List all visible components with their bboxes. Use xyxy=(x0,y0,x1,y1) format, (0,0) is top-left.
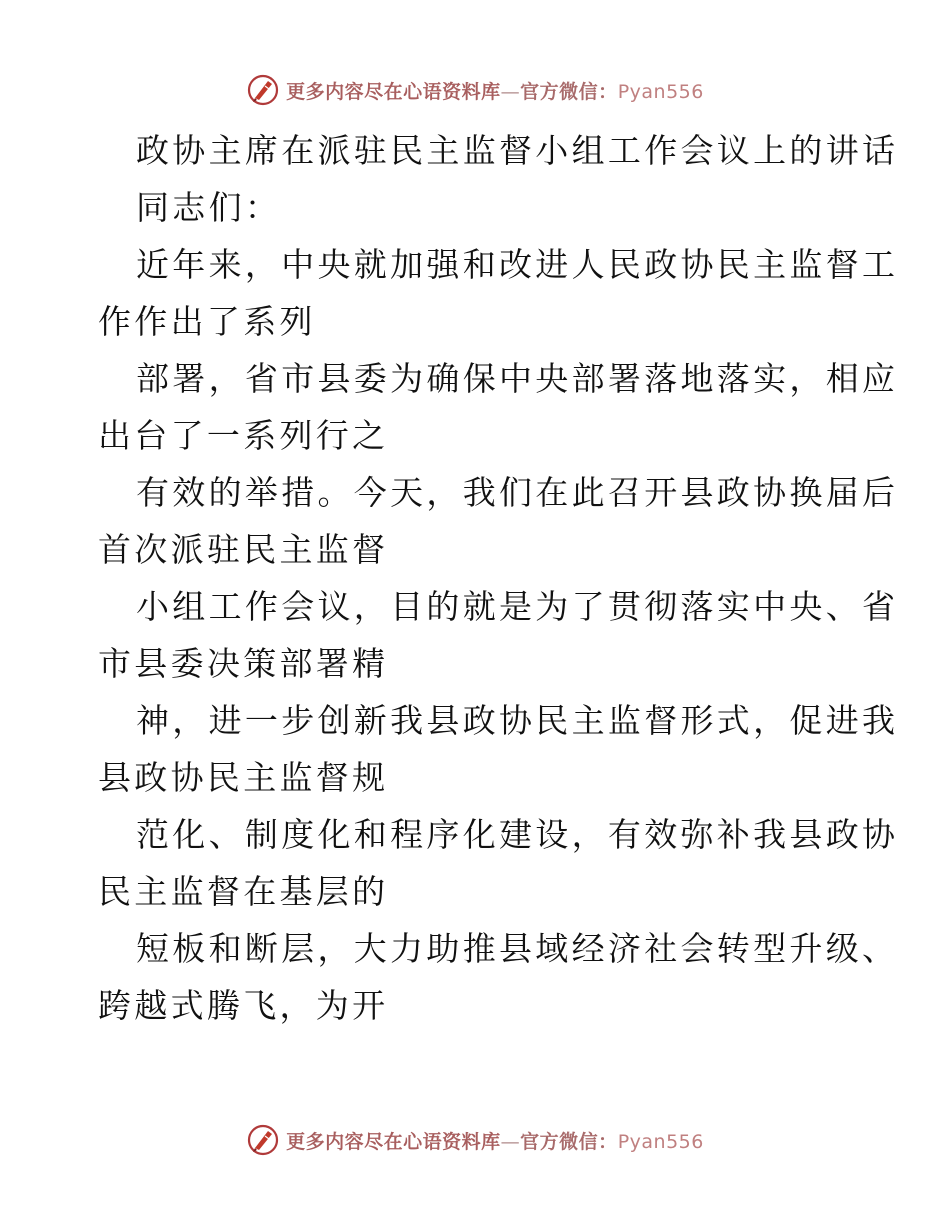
banner-wechat-label: 官方微信： xyxy=(520,80,618,103)
paragraph-line: 县政协民主监督规 xyxy=(98,758,389,797)
banner-brand: 更多内容尽在心语资料库 xyxy=(286,80,501,103)
banner-brand: 更多内容尽在心语资料库 xyxy=(286,1130,501,1153)
paragraph-line: 短板和断层，大力助推县域经济社会转型升级、 xyxy=(136,929,899,968)
paragraph-line: 作作出了系列 xyxy=(98,302,316,341)
paragraph-line: 首次派驻民主监督 xyxy=(98,530,389,569)
paragraph-line: 小组工作会议，目的就是为了贯彻落实中央、省 xyxy=(136,587,899,626)
banner-text xyxy=(286,1127,704,1154)
banner-wechat-label: 官方微信： xyxy=(520,1130,618,1153)
banner-separator: — xyxy=(500,1130,521,1153)
paragraph-line: 跨越式腾飞，为开 xyxy=(98,986,389,1025)
paragraph-line: 市县委决策部署精 xyxy=(98,644,389,683)
paragraph-line: 神，进一步创新我县政协民主监督形式，促进我 xyxy=(136,701,899,740)
paragraph-line: 同志们： xyxy=(136,188,282,227)
paragraph-line: 近年来，中央就加强和改进人民政协民主监督工 xyxy=(136,245,899,284)
paragraph-line: 民主监督在基层的 xyxy=(98,872,389,911)
banner-handle: Pyan556 xyxy=(617,80,704,103)
header-banner xyxy=(0,70,950,110)
paragraph-line: 出台了一系列行之 xyxy=(98,416,389,455)
document-body xyxy=(98,122,899,1034)
quill-pen-logo-icon xyxy=(246,1123,280,1157)
banner-handle: Pyan556 xyxy=(617,1130,704,1153)
paragraph-line: 范化、制度化和程序化建设，有效弥补我县政协 xyxy=(136,815,899,854)
banner-text xyxy=(286,77,704,104)
footer-banner xyxy=(0,1120,950,1160)
document-title: 政协主席在派驻民主监督小组工作会议上的讲话 xyxy=(136,131,899,170)
quill-pen-logo-icon xyxy=(246,73,280,107)
paragraph-line: 部署，省市县委为确保中央部署落地落实，相应 xyxy=(136,359,899,398)
paragraph-line: 有效的举措。今天，我们在此召开县政协换届后 xyxy=(136,473,899,512)
banner-separator: — xyxy=(500,80,521,103)
document-lines xyxy=(98,179,899,1034)
